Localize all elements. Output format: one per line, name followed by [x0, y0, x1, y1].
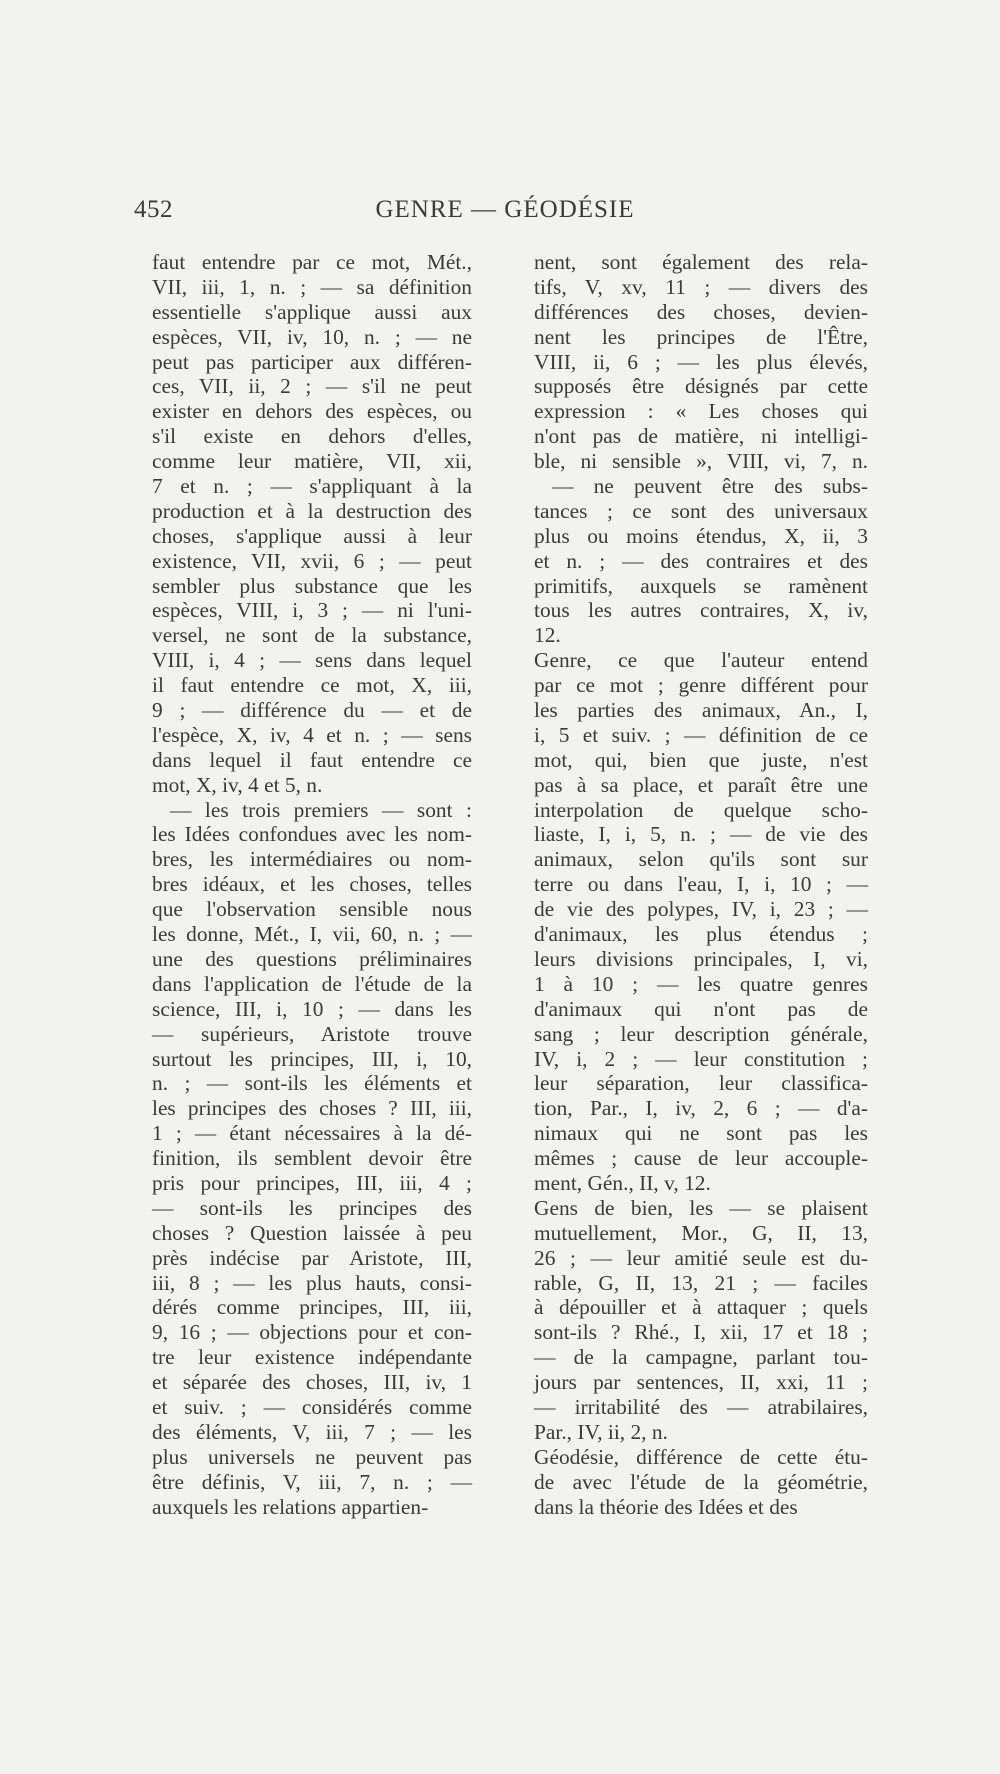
text-line: bres, les intermédiaires ou nom- — [152, 847, 472, 872]
text-line: sembler plus substance que les — [152, 573, 472, 598]
text-line: être définis, V, iii, 7, n. ; — — [152, 1469, 472, 1494]
text-line: près indécise par Aristote, III, — [152, 1245, 472, 1270]
text-line: 1 ; — étant nécessaires à la dé- — [152, 1121, 472, 1146]
text-line: 26 ; — leur amitié seule est du- — [534, 1245, 868, 1270]
text-line: Par., IV, ii, 2, n. — [534, 1419, 668, 1444]
text-line: liaste, I, i, 5, n. ; — de vie des — [534, 822, 868, 847]
text-line: versel, ne sont de la substance, — [152, 623, 472, 648]
text-line: les Idées confondues avec les nom- — [152, 822, 472, 847]
text-line: ble, ni sensible », VIII, vi, 7, n. — [534, 449, 868, 474]
text-line: mot, X, iv, 4 et 5, n. — [152, 772, 323, 797]
text-line: tous les autres contraires, X, iv, — [534, 598, 868, 623]
text-line: expression : « Les choses qui — [534, 399, 868, 424]
text-line: pas à sa place, et paraît être une — [534, 772, 868, 797]
text-line: jours par sentences, II, xxi, 11 ; — [534, 1370, 868, 1395]
text-line: — irritabilité des — atrabilaires, — [534, 1394, 868, 1419]
right-column — [534, 250, 868, 1519]
text-line: n. ; — sont-ils les éléments et — [152, 1071, 472, 1096]
text-line: ment, Gén., II, v, 12. — [534, 1170, 711, 1195]
text-line: — sont-ils les principes des — [152, 1195, 472, 1220]
text-line: des éléments, V, iii, 7 ; — les — [152, 1419, 472, 1444]
text-line: n'ont pas de matière, ni intelligi- — [534, 424, 868, 449]
text-line: tifs, V, xv, 11 ; — divers des — [534, 274, 868, 299]
text-line: — ne peuvent être des subs- — [552, 474, 868, 499]
text-line: leurs divisions principales, I, vi, — [534, 946, 868, 971]
text-line: les donne, Mét., I, vii, 60, n. ; — — [152, 922, 472, 947]
text-line: nent les principes de l'Être, — [534, 324, 868, 349]
text-line: surtout les principes, III, i, 10, — [152, 1046, 472, 1071]
text-line: 12. — [534, 623, 561, 648]
text-line: comme leur matière, VII, xii, — [152, 449, 472, 474]
text-line: choses ? Question laissée à peu — [152, 1220, 472, 1245]
text-line: Gens de bien, les — se plaisent — [534, 1195, 868, 1220]
text-line: IV, i, 2 ; — leur constitution ; — [534, 1046, 868, 1071]
text-line: 7 et n. ; — s'appliquant à la — [152, 474, 472, 499]
text-line: bres idéaux, et les choses, telles — [152, 872, 472, 897]
text-line: une des questions préliminaires — [152, 946, 472, 971]
text-line: faut entendre par ce mot, Mét., — [152, 250, 472, 274]
text-line: plus universels ne peuvent pas — [152, 1444, 472, 1469]
text-line: — supérieurs, Aristote trouve — [152, 1021, 472, 1046]
text-line: animaux, selon qu'ils sont sur — [534, 847, 868, 872]
text-line: mêmes ; cause de leur accouple- — [534, 1146, 868, 1171]
text-line: rable, G, II, 13, 21 ; — faciles — [534, 1270, 868, 1295]
text-line: mutuellement, Mor., G, II, 13, — [534, 1220, 868, 1245]
text-line: plus ou moins étendus, X, ii, 3 — [534, 523, 868, 548]
text-line: tances ; ce sont des universaux — [534, 498, 868, 523]
text-line: choses, s'applique aussi à leur — [152, 523, 472, 548]
text-line: à dépouiller et à attaquer ; quels — [534, 1295, 868, 1320]
text-line: nimaux qui ne sont pas les — [534, 1121, 868, 1146]
page-number: 452 — [134, 196, 173, 223]
text-line: d'animaux qui n'ont pas de — [534, 996, 868, 1021]
text-line: que l'observation sensible nous — [152, 897, 472, 922]
text-line: tre leur existence indépendante — [152, 1345, 472, 1370]
text-line: et suiv. ; — considérés comme — [152, 1394, 472, 1419]
text-line: sont-ils ? Rhé., I, xii, 17 et 18 ; — [534, 1320, 868, 1345]
text-line: essentielle s'applique aussi aux — [152, 299, 472, 324]
text-line: de vie des polypes, IV, i, 23 ; — — [534, 897, 868, 922]
running-title: GENRE — GÉODÉSIE — [375, 196, 635, 223]
text-line: i, 5 et suiv. ; — définition de ce — [534, 722, 868, 747]
text-line: terre ou dans l'eau, I, i, 10 ; — — [534, 872, 868, 897]
text-line: les parties des animaux, An., I, — [534, 698, 868, 723]
text-line: leur séparation, leur classifica- — [534, 1071, 868, 1096]
text-line: et n. ; — des contraires et des — [534, 548, 868, 573]
text-line: sang ; leur description générale, — [534, 1021, 868, 1046]
text-line: espèces, VII, iv, 10, n. ; — ne — [152, 324, 472, 349]
text-line: 9 ; — différence du — et de — [152, 698, 472, 723]
text-line: — les trois premiers — sont : — [170, 797, 472, 822]
text-line: finition, ils semblent devoir être — [152, 1146, 472, 1171]
text-line: dans la théorie des Idées et des — [534, 1494, 798, 1519]
text-line: — de la campagne, parlant tou- — [534, 1345, 868, 1370]
text-line: s'il existe en dehors d'elles, — [152, 424, 472, 449]
text-line: espèces, VIII, i, 3 ; — ni l'uni- — [152, 598, 472, 623]
text-line: nent, sont également des rela- — [534, 250, 868, 274]
text-line: VIII, ii, 6 ; — les plus élevés, — [534, 349, 868, 374]
text-line: dans l'application de l'étude de la — [152, 971, 472, 996]
text-line: supposés être désignés par cette — [534, 374, 868, 399]
text-line: et séparée des choses, III, iv, 1 — [152, 1370, 472, 1395]
text-line: l'espèce, X, iv, 4 et n. ; — sens — [152, 722, 472, 747]
left-column — [152, 250, 472, 1519]
text-line: de avec l'étude de la géométrie, — [534, 1469, 868, 1494]
text-line: VIII, i, 4 ; — sens dans lequel — [152, 648, 472, 673]
page-header — [134, 196, 876, 236]
text-line: mot, qui, bien que juste, n'est — [534, 747, 868, 772]
text-line: pris pour principes, III, iii, 4 ; — [152, 1170, 472, 1195]
text-line: les principes des choses ? III, iii, — [152, 1096, 472, 1121]
text-line: VII, iii, 1, n. ; — sa définition — [152, 274, 472, 299]
text-line: auxquels les relations appartien- — [152, 1494, 429, 1519]
text-line: existence, VII, xvii, 6 ; — peut — [152, 548, 472, 573]
text-line: exister en dehors des espèces, ou — [152, 399, 472, 424]
text-line: primitifs, auxquels se ramènent — [534, 573, 868, 598]
text-line: Géodésie, différence de cette étu- — [534, 1444, 868, 1469]
text-line: peut pas participer aux différen- — [152, 349, 472, 374]
text-line: Genre, ce que l'auteur entend — [534, 648, 868, 673]
text-line: production et à la destruction des — [152, 498, 472, 523]
text-line: science, III, i, 10 ; — dans les — [152, 996, 472, 1021]
text-line: 9, 16 ; — objections pour et con- — [152, 1320, 472, 1345]
text-line: il faut entendre ce mot, X, iii, — [152, 673, 472, 698]
text-line: d'animaux, les plus étendus ; — [534, 922, 868, 947]
text-line: dans lequel il faut entendre ce — [152, 747, 472, 772]
text-line: iii, 8 ; — les plus hauts, consi- — [152, 1270, 472, 1295]
text-line: ces, VII, ii, 2 ; — s'il ne peut — [152, 374, 472, 399]
text-line: tion, Par., I, iv, 2, 6 ; — d'a- — [534, 1096, 868, 1121]
text-line: 1 à 10 ; — les quatre genres — [534, 971, 868, 996]
text-line: différences des choses, devien- — [534, 299, 868, 324]
text-line: dérés comme principes, III, iii, — [152, 1295, 472, 1320]
text-line: interpolation de quelque scho- — [534, 797, 868, 822]
text-line: par ce mot ; genre différent pour — [534, 673, 868, 698]
